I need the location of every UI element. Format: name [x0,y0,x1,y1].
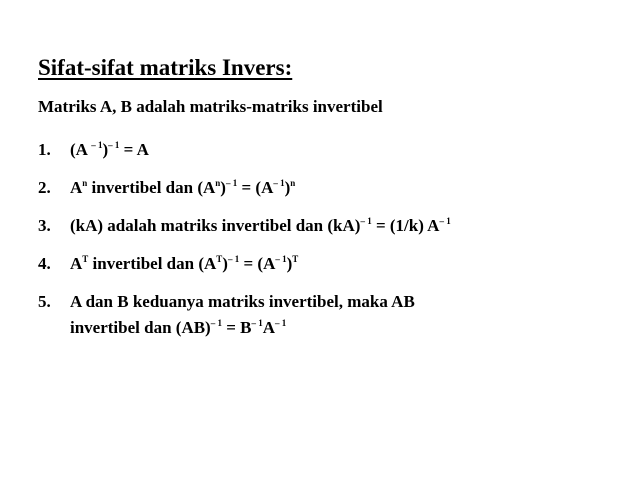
item-number: 1. [38,140,51,159]
item-number: 5. [38,292,51,311]
item-text: $A^n$ invertibel dan $(A^n)^{- 1} = (A^{- 1})^n$ [70,178,296,197]
list-item-3 [38,213,451,239]
list-item-4 [38,251,298,277]
list-item-5 [38,289,415,341]
slide-title: Sifat-sifat matriks Invers: [38,55,293,80]
item-text-line2: invertibel dan $(AB)^{- 1} = B^{- 1}A^{- 1}$ [70,318,287,337]
item-number: 3. [38,216,51,235]
item-text: $A^T$ invertibel dan $(A^T)^{- 1} = (A^{- 1})^T$ [70,254,299,273]
item-text: (kA) adalah matriks invertibel dan (kA)$^{- 1}$ = (1/k) $A^{- 1}$ [70,216,451,235]
list-item-2 [38,175,295,201]
intro-text: Matriks A, B adalah matriks-matriks invertibel [38,97,383,116]
item-number: 2. [38,178,51,197]
item-text: (A $^{- 1}$)$^{- 1}$ = A [70,140,149,159]
item-number: 4. [38,254,51,273]
list-item-1 [38,137,149,163]
item-text-line1: A dan B keduanya matriks invertibel, maka AB [70,292,415,311]
